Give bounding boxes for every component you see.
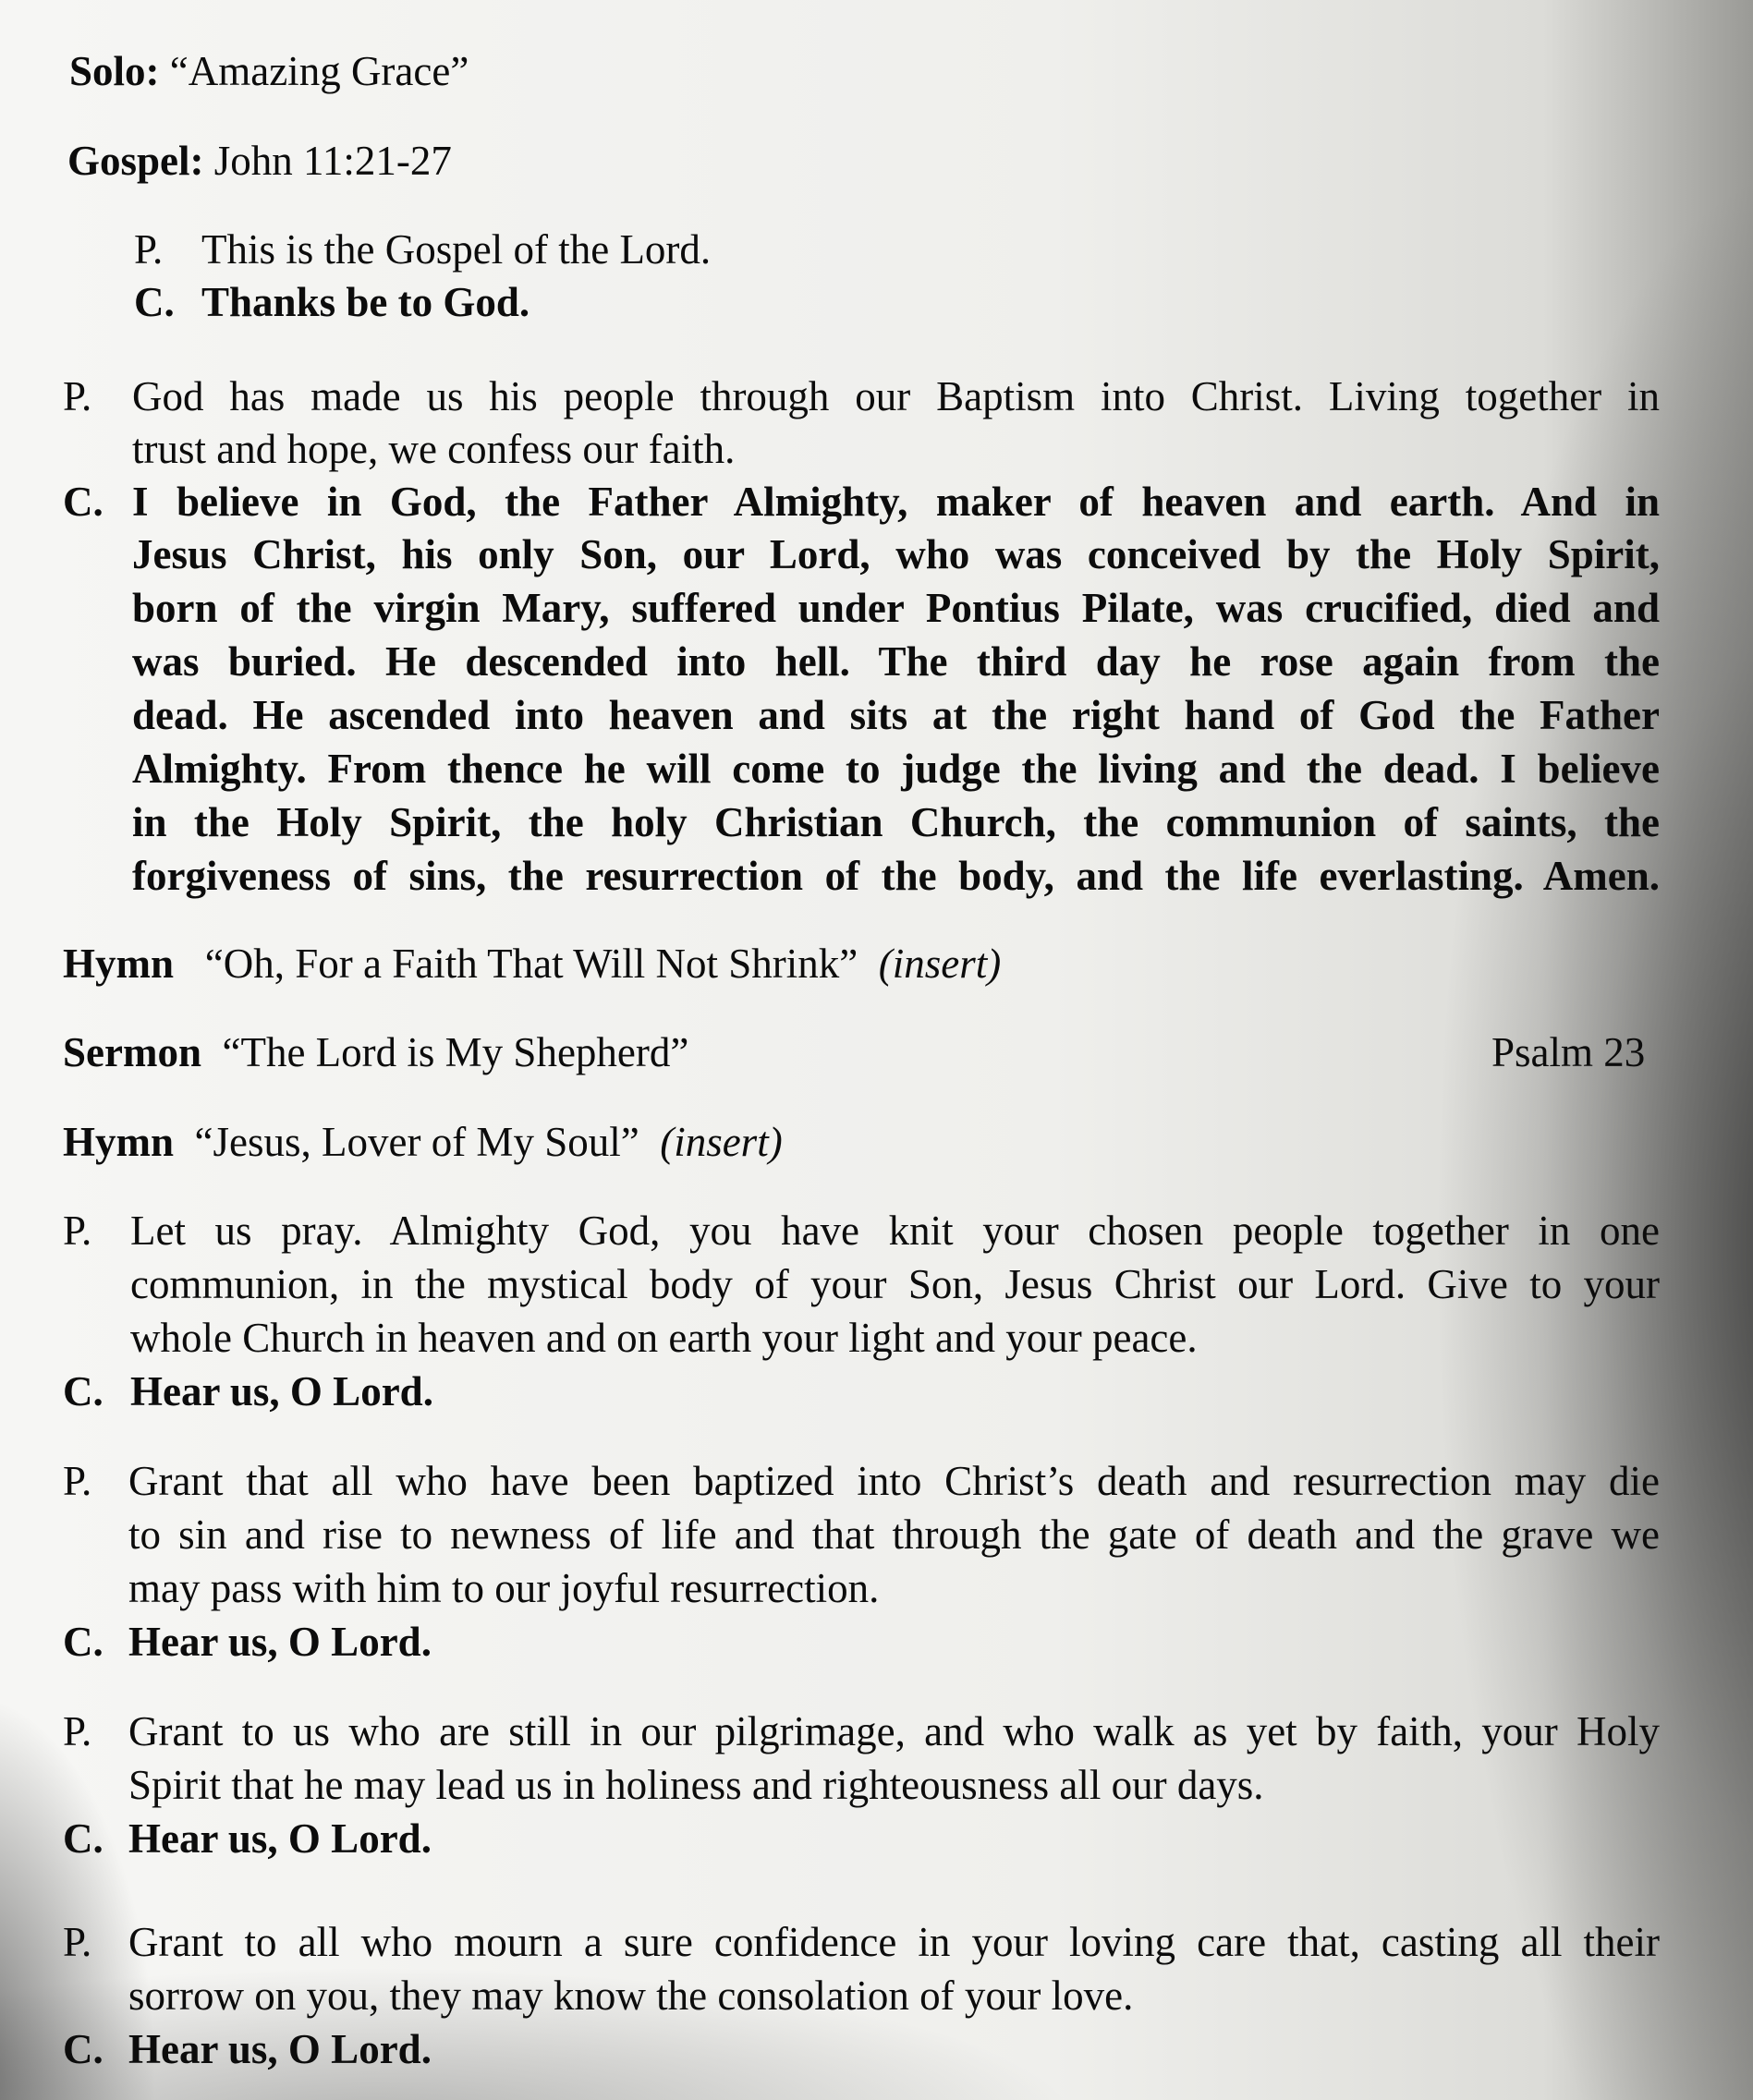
creed-c-marker: C.	[63, 479, 103, 525]
prayer1-p-line-2: communion, in the mystical body of your Son, Jesus Christ our Lord. Give to your	[130, 1261, 1660, 1307]
gospel-c-text: Thanks be to God.	[201, 279, 530, 325]
prayer4-p-line-1: Grant to all who mourn a sure confidence in your loving care that, casting all their	[128, 1919, 1660, 1965]
solo-line	[69, 44, 469, 98]
sermon-reference: Psalm 23	[1491, 1029, 1646, 1075]
prayer3-p-line-2: Spirit that he may lead us in holiness and righteousness all our days.	[128, 1762, 1264, 1808]
gospel-p-text: This is the Gospel of the Lord.	[201, 226, 712, 273]
creed-c-line-5: dead. He ascended into heaven and sits at the right hand of God the Father	[132, 692, 1660, 738]
hymn2-line	[63, 1115, 783, 1169]
prayer1-p-line-1: Let us pray. Almighty God, you have knit your chosen people together in one	[130, 1208, 1660, 1254]
prayer2-p-line-3: may pass with him to our joyful resurrection.	[128, 1565, 880, 1611]
prayer2-p-line-2: to sin and rise to newness of life and that through the gate of death and the grave we	[128, 1511, 1660, 1558]
creed-c-line-6: Almighty. From thence he will come to judge the living and the dead. I believe	[132, 746, 1660, 792]
prayer1-p-line-3: whole Church in heaven and on earth your light and your peace.	[130, 1315, 1198, 1361]
solo-title: “Amazing Grace”	[169, 48, 469, 94]
hymn1-label: Hymn	[63, 941, 175, 987]
prayer3-c-text: Hear us, O Lord.	[128, 1815, 432, 1862]
creed-c-line-2: Jesus Christ, his only Son, our Lord, who was conceived by the Holy Spirit,	[132, 531, 1660, 577]
sermon-title: “The Lord is My Shepherd”	[222, 1029, 689, 1075]
prayer4-p-marker: P.	[63, 1919, 92, 1965]
prayer1-c-marker: C.	[63, 1368, 103, 1414]
hymn2-note: (insert)	[660, 1119, 783, 1165]
creed-p-line-1: God has made us his people through our Baptism into Christ. Living together in	[132, 373, 1660, 419]
creed-c-line-4: was buried. He descended into hell. The third day he rose again from the	[132, 638, 1660, 685]
hymn1-line	[63, 937, 1001, 990]
prayer2-p-marker: P.	[63, 1458, 92, 1504]
prayer2-c-text: Hear us, O Lord.	[128, 1619, 432, 1665]
hymn1-title: “Oh, For a Faith That Will Not Shrink”	[204, 941, 858, 987]
prayer1-c-text: Hear us, O Lord.	[130, 1368, 433, 1414]
prayer3-p-line-1: Grant to us who are still in our pilgrimage, and who walk as yet by faith, your Holy	[128, 1708, 1660, 1754]
hymn1-note: (insert)	[878, 941, 1002, 987]
creed-c-line-1: I believe in God, the Father Almighty, maker of heaven and earth. And in	[132, 479, 1660, 525]
prayer4-c-marker: C.	[63, 2026, 103, 2072]
prayer2-p-line-1: Grant that all who have been baptized into Christ’s death and resurrection may die	[128, 1458, 1660, 1504]
gospel-c-marker: C.	[134, 279, 175, 325]
prayer2-c-marker: C.	[63, 1619, 103, 1665]
creed-c-line-8: forgiveness of sins, the resurrection of the body, and the life everlasting. Amen.	[132, 853, 1660, 899]
prayer3-c-marker: C.	[63, 1815, 103, 1862]
gospel-line	[67, 134, 452, 188]
prayer1-p-marker: P.	[63, 1208, 92, 1254]
creed-p-marker: P.	[63, 373, 92, 419]
prayer3-p-marker: P.	[63, 1708, 92, 1754]
creed-p-line-2: trust and hope, we confess our faith.	[132, 426, 736, 472]
hymn2-label: Hymn	[63, 1119, 175, 1165]
solo-label: Solo:	[69, 48, 160, 94]
prayer4-p-line-2: sorrow on you, they may know the consolation of your love.	[128, 1973, 1134, 2019]
sermon-line	[63, 1026, 688, 1079]
gospel-reference: John 11:21-27	[213, 138, 452, 184]
gospel-label: Gospel:	[67, 138, 204, 184]
creed-c-line-3: born of the virgin Mary, suffered under Pontius Pilate, was crucified, died and	[132, 585, 1660, 631]
gospel-p-marker: P.	[134, 226, 164, 273]
hymn2-title: “Jesus, Lover of My Soul”	[194, 1119, 639, 1165]
sermon-label: Sermon	[63, 1029, 201, 1075]
creed-c-line-7: in the Holy Spirit, the holy Christian Church, the communion of saints, the	[132, 799, 1660, 845]
prayer4-c-text: Hear us, O Lord.	[128, 2026, 432, 2072]
